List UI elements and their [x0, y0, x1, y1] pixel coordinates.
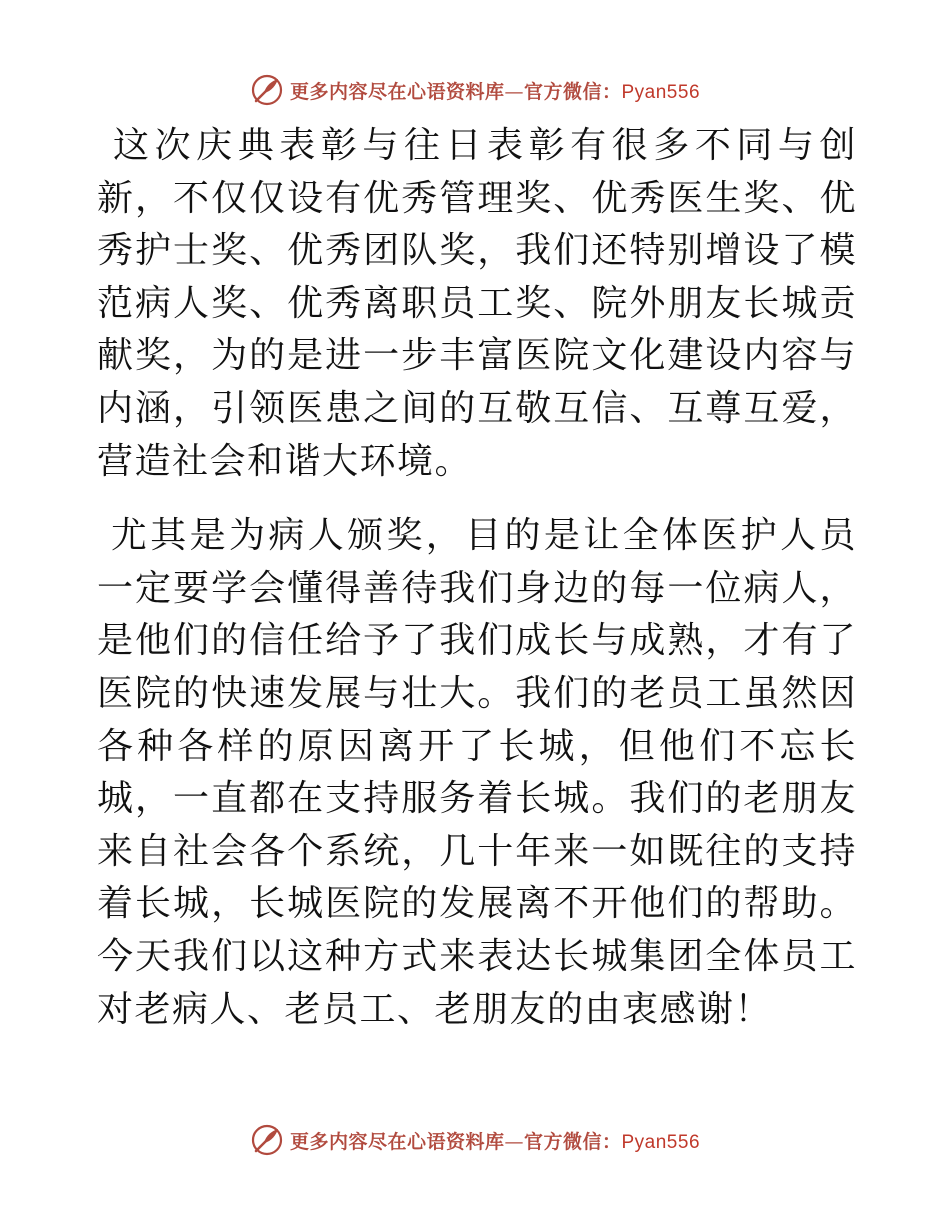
watermark-label: 官方微信： — [523, 80, 622, 103]
watermark-brand: 更多内容尽在心语资料库 — [289, 80, 505, 103]
watermark-brand: 更多内容尽在心语资料库 — [289, 1130, 505, 1153]
paragraph-2 — [97, 510, 857, 1036]
quill-logo-icon — [250, 73, 284, 107]
watermark-account: Pyan556 — [621, 1131, 701, 1153]
watermark-dash: — — [504, 80, 524, 103]
quill-logo-icon — [250, 1123, 284, 1157]
watermark-account: Pyan556 — [621, 81, 701, 103]
watermark-text — [290, 77, 700, 104]
document-body — [97, 120, 857, 1058]
footer-watermark — [0, 1120, 950, 1160]
watermark-dash: — — [504, 1130, 524, 1153]
paragraph-1-text: 这次庆典表彰与往日表彰有很多不同与创新，不仅仅设有优秀管理奖、优秀医生奖、优秀护士奖、优秀团队奖，我们还特别增设了模范病人奖、优秀离职员工奖、院外朋友长城贡献奖，为的是进一步丰富医院文化建设内容与内涵，引领医患之间的互敬互信、互尊互爱，营造社会和谐大环境。 — [97, 125, 857, 482]
header-watermark — [0, 70, 950, 110]
paragraph-1 — [97, 120, 857, 488]
watermark-label: 官方微信： — [523, 1130, 622, 1153]
watermark-text — [290, 1127, 700, 1154]
paragraph-2-text: 尤其是为病人颁奖，目的是让全体医护人员一定要学会懂得善待我们身边的每一位病人，是他们的信任给予了我们成长与成熟，才有了医院的快速发展与壮大。我们的老员工虽然因各种各样的原因离开了长城，但他们不忘长城，一直都在支持服务着长城。我们的老朋友来自社会各个系统，几十年来一如既往的支持着长城，长城医院的发展离不开他们的帮助。今天我们以这种方式来表达长城集团全体员工对老病人、老员工、老朋友的由衷感谢！ — [97, 515, 857, 1030]
